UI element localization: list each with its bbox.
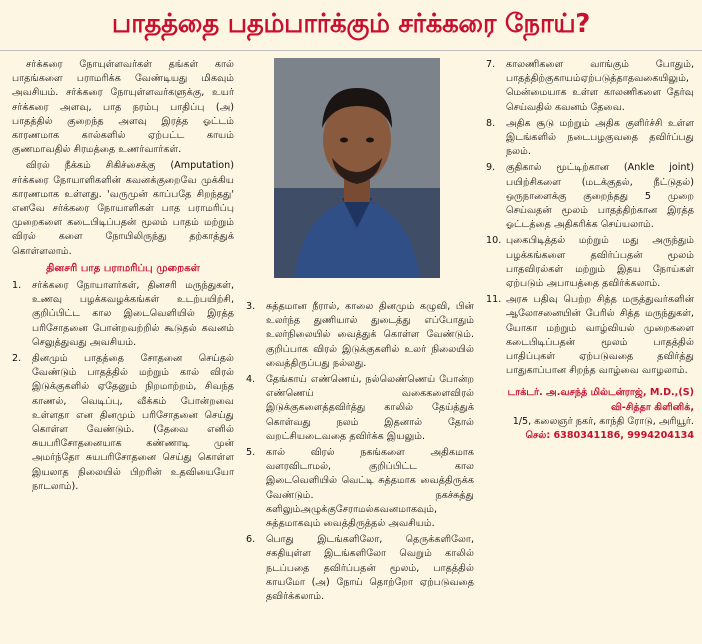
- tip-number: 3.: [246, 301, 256, 312]
- article-column-2: [246, 300, 474, 644]
- tip-text: அரசு பதிவு பெற்ற சித்த மருத்துவர்களின் ஆலோசனையின் பேரில் சித்த மருந்துகள், யோகா மற்றும் வாழ்வியல் முறைகளை கடைபிடிப்பதன் மூலம் பாதத்தில் பாதிப்புகள் ஏற்படுவதை தவிர்த்து பாதுகாப்பான சிறந்த வாழ்வை வாழலாம்.: [506, 294, 694, 377]
- intro-paragraph-1: சர்க்கரை நோயுள்ளவர்கள் தங்கள் கால் பாதங்களை பராமரிக்க வேண்டியது மிகவும் அவசியம். சர்க்கரை நோயுள்ளவர்களுக்கு, உயர் சர்க்கரை அளவு, பாத நரம்பு பாதிப்பு (அ) பாதத்தில் குறைந்த அளவு இரத்த ஓட்டம் காரணமாக கால்களில் ஏற்பட்ட காயம் குணமாவதில் சிரமத்தை உணர்வார்கள்.: [12, 59, 234, 156]
- tip-number: 10.: [486, 235, 502, 247]
- tip-number: 8.: [486, 117, 496, 129]
- tip-text: குதிகால் மூட்டிற்கான (Ankle joint) பயிற்சிகளை (மடக்குதல், நீட்டுதல்) ஒருநாளைக்கு குறைந்தது 5 முறை செய்வதன் மூலம் பாதத்திற்கான இரத்த ஓட்டத்தை அதிகரிக்க செய்யலாம்.: [506, 162, 694, 231]
- tips-list-col1: [12, 279, 234, 494]
- clinic-name: வி-சித்தா கிளினிக்,: [611, 401, 694, 413]
- tip-text: தினமும் பாதத்தை சோதனை செய்தல் வேண்டும் பாதத்தில் மற்றும் கால் விரல் இடுக்குகளில் ஏதேனும் நிறமாற்றம், சிவந்த காணல், வெடிப்பு, வீக்கம் போன்றவை உள்ளதா என தினமும் பரிசோதனை செய்து கொள்ள வேண்டும். (தேவை எனில் சுயபரிசோதனையாக கண்ணாடி முன் அமர்ந்தோ சுயபரிசோதனை செய்து கொள்ள இயலாத நிலையில் பிறரின் உதவியையோ நாடலாம்).: [32, 353, 234, 492]
- clinic-address: 1/5, கலைஞர் நகர், காந்தி ரோடு, அரியூர்.: [512, 415, 694, 427]
- tip-number: 4.: [246, 374, 256, 386]
- tip-text: புகைபிடித்தல் மற்றும் மது அருந்தும் பழக்கங்களை தவிர்ப்பதன் மூலம் பாதவிரல்கள் மற்றும் இதய நோய்கள் ஏற்படும் அபாயத்தை தவிர்க்கலாம்.: [506, 235, 694, 290]
- tip-item: [486, 117, 694, 160]
- tip-text: பொது இடங்களிலோ, தெருக்களிலோ, சகதியுள்ள இடங்களிலோ வெறும் காலில் நடப்பதை தவிர்ப்பதன் மூலம், பாதத்தில் காயமோ (அ) நோய் தொற்றோ ஏற்படுவதை தவிர்க்கலாம்.: [266, 534, 474, 603]
- tip-item: [246, 533, 474, 604]
- tip-item: [246, 300, 474, 371]
- portrait-photo: [274, 58, 440, 278]
- tip-item: [486, 58, 694, 115]
- headline-divider: [0, 50, 702, 51]
- author-name: டாக்டர். அ.வசந்த் மில்டன்ராஜ், M.D.,(S): [507, 387, 694, 399]
- subhead: தினசரி பாத பராமரிப்பு முறைகள்: [46, 262, 200, 274]
- tip-item: [486, 293, 694, 378]
- byline: [486, 386, 694, 443]
- portrait-illustration: [274, 58, 440, 278]
- tip-number: 9.: [486, 162, 496, 174]
- tip-item: [246, 446, 474, 531]
- tip-number: 2.: [12, 353, 22, 365]
- tip-text: அதிக சூடு மற்றும் அதிக குளிர்ச்சி உள்ள இடங்களில் நடைபழகுவதை தவிர்ப்பது நலம்.: [506, 117, 694, 158]
- article-column-3: [486, 58, 694, 644]
- tip-item: [12, 352, 234, 494]
- tip-item: [246, 373, 474, 444]
- tip-item: [486, 161, 694, 232]
- tips-list-col2: [246, 300, 474, 604]
- tip-number: 6.: [246, 534, 256, 546]
- tip-item: [12, 279, 234, 350]
- tip-number: 11.: [486, 294, 502, 306]
- tip-text: தேங்காய் எண்ணெய், நல்லெண்ணெய் போன்ற எண்ணெய் வகைகளைவிரல் இடுக்குகளைத்தவிர்த்து காலில் தேய்த்துக் கொள்வது நலம் இதனால் தோல் வறட்சியடைவதை தவிர்க்க இயலும்.: [266, 374, 474, 442]
- intro-paragraph-2: விரல் நீக்கம் சிகிச்சைக்கு (Amputation) சர்க்கரை நோயாளிகளின் கவனக்குறைவே முக்கிய காரணமாக உள்ளது. 'வருமுன் காப்பதே சிறந்தது' எனவே சர்க்கரை நோயாளிகள் பாத பராமரிப்பு முறைகளை கடைபிடிப்பதன் மூலம் பாதம் மற்றும் விரல் களை நோயிலிருந்து தற்காத்துக் கொள்ளலாம்.: [12, 160, 234, 257]
- tip-item: [486, 234, 694, 291]
- tip-text: காலணிகளை வாங்கும் போதும், பாதத்திற்குகாயம்ஏற்படுத்தாதவகையிலும், மென்மையாக உள்ள காலணிகளை தேர்வு செய்வதில் கவனம் தேவை.: [506, 59, 694, 113]
- article-column-1: [12, 58, 234, 644]
- tip-number: 1.: [12, 280, 22, 292]
- tip-text: சர்க்கரை நோயாளர்கள், தினசரி மருந்துகள், உணவு பழக்கவழக்கங்கள் உடற்பயிற்சி, குறிப்பிட்ட கால இடைவெளியில் இரத்த பரிசோதனை போன்றவற்றில் கூடுதல் கவனம் செலுத்துவது அவசியம்.: [32, 280, 234, 348]
- tip-text: கால் விரல் நகங்களை அதிகமாக வளரவிடாமல், குறிப்பிட்ட கால இடைவெளியில் வெட்டி சுத்தமாக வைத்திருக்க வேண்டும். நகச்சுத்து களிலும்அழுக்குசேராமல்கவனமாகவும், சுத்தமாகவும் வைத்திருத்தல் அவசியம்.: [266, 447, 474, 530]
- tip-number: 5.: [246, 447, 256, 459]
- tip-number: 7.: [486, 59, 496, 70]
- headline: பாதத்தை பதம்பார்க்கும் சர்க்கரை நோய்?: [111, 9, 591, 39]
- tip-text: சுத்தமான நீரால், காலை தினமும் கழுவி, பின் உலர்ந்த துணியால் துடைத்து எப்போதும் உலர்நிலையில் வைத்துக் கொள்ள வேண்டும். குறிப்பாக விரல் இடுக்குகளில் உலர் நிலையில் வைத்திருப்பது நல்லது.: [266, 301, 474, 369]
- tips-list-col3: [486, 58, 694, 378]
- contact-phone: செல்: 6380341186, 9994204134: [525, 430, 694, 442]
